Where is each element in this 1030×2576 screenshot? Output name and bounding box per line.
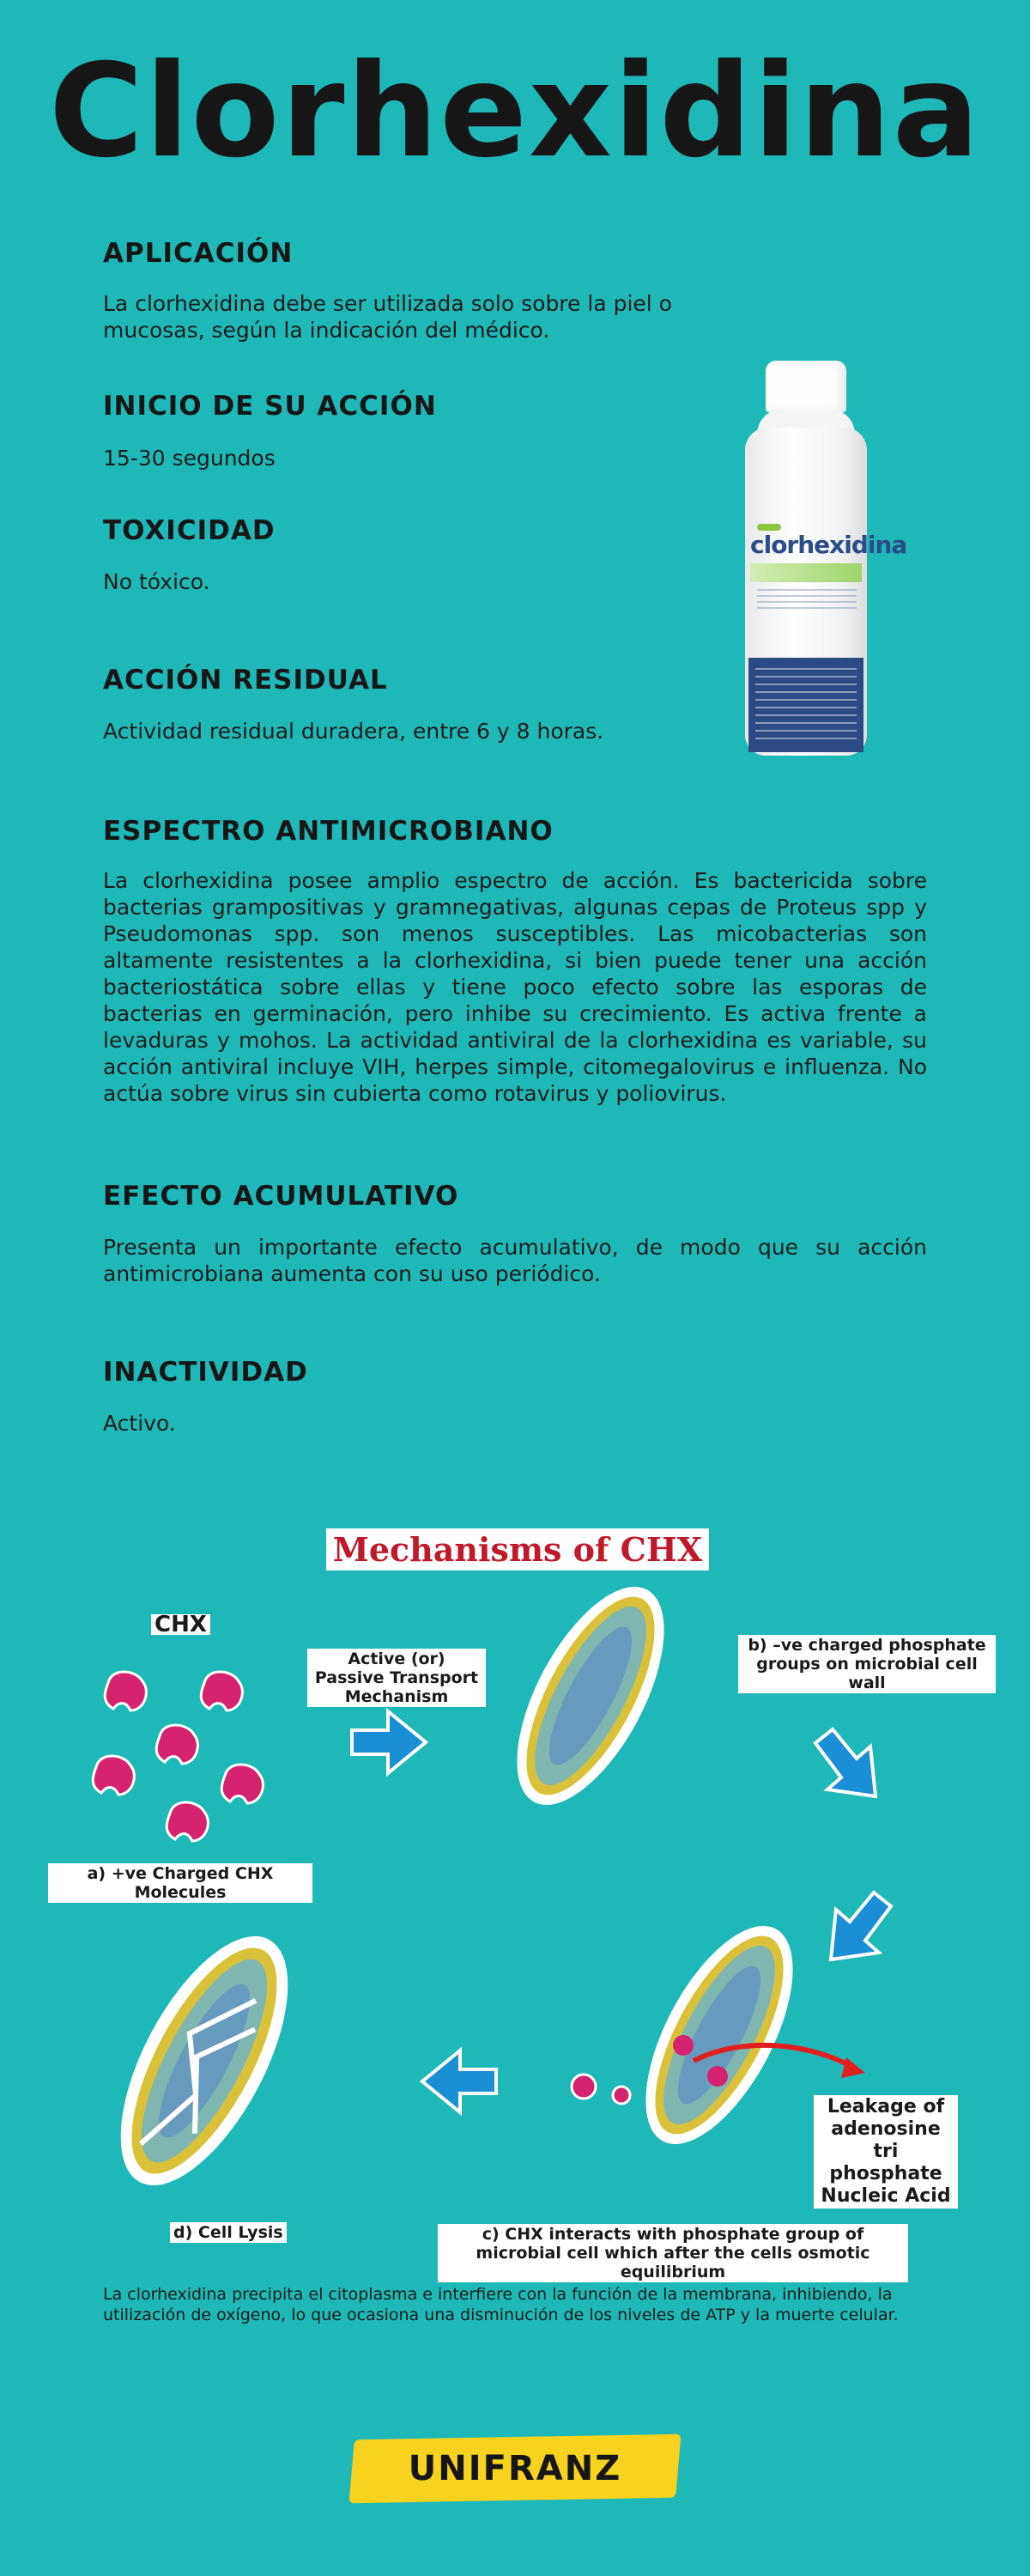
chx-molecules bbox=[93, 1672, 263, 1841]
unifranz-badge: UNIFRANZ bbox=[408, 2449, 622, 2488]
chx-molecule bbox=[167, 1802, 208, 1841]
chx-molecule bbox=[201, 1672, 242, 1710]
label-a: a) +ve Charged CHX Molecules bbox=[48, 1863, 312, 1903]
chx-molecule bbox=[93, 1756, 134, 1795]
heading-inactividad: INACTIVIDAD bbox=[103, 1357, 308, 1388]
heading-toxicidad: TOXICIDAD bbox=[103, 515, 276, 546]
heading-espectro: ESPECTRO ANTIMICROBIANO bbox=[103, 816, 554, 847]
text-efecto-acumulativo: Presenta un importante efecto acumulativo, de modo que su acción antimicrobiana aumenta con su uso periódico. bbox=[103, 1235, 927, 1286]
chlorhexidine-bottle-image bbox=[745, 361, 907, 756]
bacterium-c bbox=[616, 1904, 823, 2166]
bottle-brand: clorhexidina bbox=[750, 531, 907, 559]
arrow-right-icon bbox=[352, 1711, 426, 1773]
heading-inicio-accion: INICIO DE SU ACCIÓN bbox=[103, 391, 437, 422]
bottle-info-label bbox=[748, 658, 863, 752]
text-inactividad: Activo. bbox=[103, 1411, 176, 1436]
chx-molecule bbox=[221, 1765, 263, 1803]
chx-label: CHX bbox=[151, 1614, 210, 1635]
arrow-left-icon bbox=[422, 2050, 496, 2112]
transport-label: Active (or) Passive Transport Mechanism bbox=[307, 1649, 486, 1707]
bacterium-d-lysed bbox=[87, 1911, 322, 2210]
label-b: b) –ve charged phosphate groups on microbial cell wall bbox=[738, 1635, 996, 1693]
label-c: c) CHX interacts with phosphate group of microbial cell which after the cells osmotic equilibrium bbox=[438, 2224, 908, 2282]
arrow-down-left-icon bbox=[831, 1893, 891, 1959]
bottle-small-print bbox=[757, 589, 857, 613]
label-d: d) Cell Lysis bbox=[170, 2222, 287, 2243]
bottle-stripe bbox=[750, 563, 862, 582]
text-aplicacion: La clorhexidina debe ser utilizada solo sobre la piel o mucosas, según la indicación del médico. bbox=[103, 291, 672, 343]
heading-accion-residual: ACCIÓN RESIDUAL bbox=[103, 665, 388, 696]
mechanism-caption: La clorhexidina precipita el citoplasma e interfiere con la función de la membrana, inhibiendo, la utilización de oxígeno, lo que ocasiona una disminución de los niveles de ATP y la muerte celular. bbox=[103, 2285, 899, 2324]
arrow-down-right-icon bbox=[815, 1729, 876, 1796]
bottle-cap bbox=[766, 361, 846, 412]
page-title: Clorhexidina bbox=[48, 37, 981, 186]
text-accion-residual: Actividad residual duradera, entre 6 y 8 horas. bbox=[103, 719, 604, 744]
mechanisms-diagram bbox=[41, 1520, 994, 2293]
leakage-label: Leakage of adenosine tri phosphate Nucleic Acid bbox=[814, 2095, 958, 2208]
text-toxicidad: No tóxico. bbox=[103, 569, 210, 594]
heading-efecto-acumulativo: EFECTO ACUMULATIVO bbox=[103, 1181, 459, 1212]
bottle-body bbox=[745, 428, 907, 756]
bacterium-b bbox=[488, 1564, 694, 1826]
heading-aplicacion: APLICACIÓN bbox=[103, 238, 294, 269]
text-espectro: La clorhexidina posee amplio espectro de acción. Es bactericida sobre bacterias grampositivas y gramnegativas, algunas cepas de Proteus spp y Pseudomonas spp. son menos susceptibles. Las micobacterias son altamente resistentes a la clorhexidina, si bien puede tener una acción bacteriostática sobre ellas y tiene poco efecto sobre las esporas de bacterias en germinación, pero inhibe su crecimiento. Es activa frente a levaduras y mohos. La actividad antiviral de la clorhexidina es variable, su acción antiviral incluye VIH, herpes simple, citomegalovirus e influenza. No actúa sobre virus sin cubierta como rotavirus y poliovirus. bbox=[103, 868, 927, 1106]
diagram-title: Mechanisms of CHX bbox=[326, 1528, 709, 1571]
chx-molecule bbox=[156, 1725, 197, 1764]
chx-molecule bbox=[105, 1672, 146, 1710]
leaf-icon bbox=[757, 524, 781, 531]
text-inicio-accion: 15-30 segundos bbox=[103, 446, 276, 471]
